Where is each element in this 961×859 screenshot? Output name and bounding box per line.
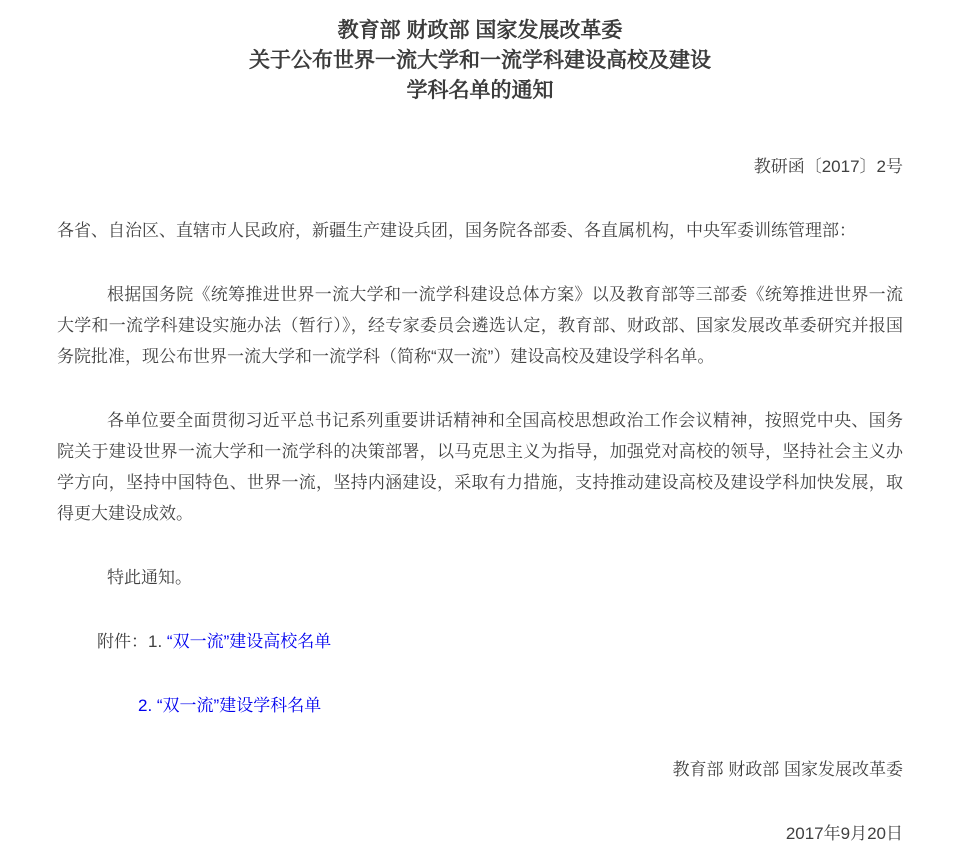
attachment-line-2 — [57, 690, 903, 721]
attachment-link-universities[interactable]: “双一流”建设高校名单 — [166, 632, 332, 651]
attachment-link-disciplines[interactable]: 2. “双一流”建设学科名单 — [138, 696, 322, 715]
attachments-label: 附件： — [97, 632, 148, 651]
recipients-line: 各省、自治区、直辖市人民政府，新疆生产建设兵团，国务院各部委、各直属机构，中央军委训练管理部： — [57, 221, 856, 240]
date: 2017年9月20日 — [785, 824, 903, 843]
attachment-1-number: 1. — [148, 632, 167, 651]
title-line-1: 教育部 财政部 国家发展改革委 — [337, 19, 623, 42]
title-line-2: 关于公布世界一流大学和一流学科建设高校及建设 — [249, 49, 711, 72]
paragraph-requirements: 各单位要全面贯彻习近平总书记系列重要讲话精神和全国高校思想政治工作会议精神，按照党中央、国务院关于建设世界一流大学和一流学科的决策部署，以马克思主义为指导，加强党对高校的领导，坚持社会主义办学方向，坚持中国特色、世界一流，坚持内涵建设，采取有力措施，支持推动建设高校及建设学科加快发展，取得更大建设成效。 — [57, 411, 903, 523]
signature: 教育部 财政部 国家发展改革委 — [672, 760, 903, 779]
document-title — [57, 16, 903, 106]
title-line-3: 学科名单的通知 — [406, 79, 554, 102]
closing-line: 特此通知。 — [107, 568, 192, 587]
attachment-line-1 — [57, 626, 903, 657]
document-number: 教研函〔2017〕2号 — [753, 157, 903, 176]
paragraph-basis: 根据国务院《统筹推进世界一流大学和一流学科建设总体方案》以及教育部等三部委《统筹推进世界一流大学和一流学科建设实施办法（暂行）》，经专家委员会遴选认定，教育部、财政部、国家发展改革委研究并报国务院批准，现公布世界一流大学和一流学科（简称“双一流”）建设高校及建设学科名单。 — [57, 285, 903, 366]
